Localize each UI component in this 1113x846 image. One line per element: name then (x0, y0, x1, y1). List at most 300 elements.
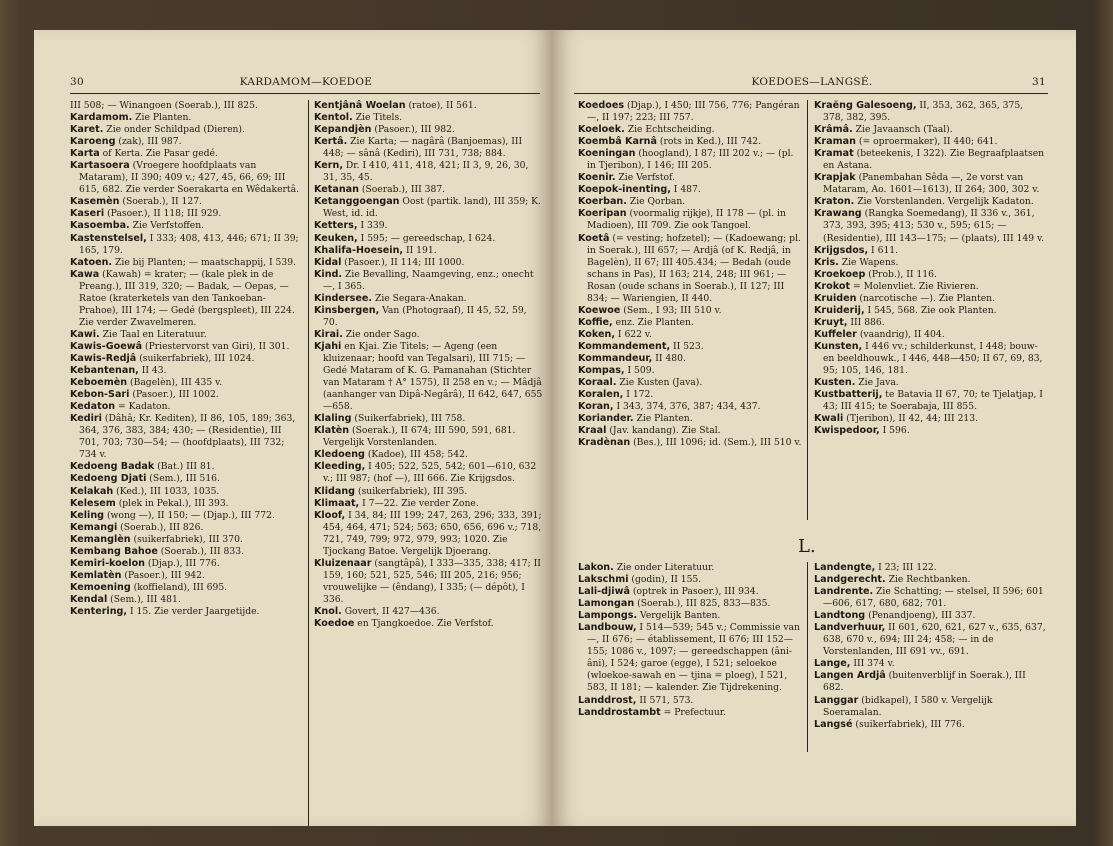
entry-headword: Kraton. (814, 196, 855, 208)
entry-headword: Krokot (814, 280, 851, 292)
entry-text: (= oproermaker), II 440; 641. (855, 136, 998, 148)
entry-headword: Klatèn (314, 425, 350, 437)
entry-headword: Kirai. (314, 328, 343, 340)
right-column-4 (814, 562, 1046, 731)
entry-text: (wong —), II 150; — (Djap.), III 772. (104, 509, 275, 521)
index-entry (70, 401, 304, 413)
entry-headword: Koeningan (578, 148, 636, 160)
entry-headword: Langsé (814, 718, 853, 730)
entry-headword: Kwispedoor, (814, 425, 880, 437)
index-entry (70, 148, 304, 160)
entry-headword: Klidang (314, 485, 356, 497)
entry-text: (Bat.) III 81. (154, 461, 215, 473)
entry-headword: Kloof, (314, 509, 346, 521)
entry-headword: Koralen, (578, 389, 624, 401)
index-entry (314, 124, 544, 136)
index-entry (814, 341, 1046, 377)
index-entry (70, 329, 304, 341)
index-entry (578, 413, 802, 425)
entry-text: I 23; III 122. (875, 562, 937, 573)
entry-headword: Kedoeng Badak (70, 461, 155, 473)
entry-text: of Kerta. Zie Pasar gedé. (99, 148, 218, 160)
index-entry (814, 124, 1046, 136)
entry-text: (ratoe), II 561. (405, 100, 477, 111)
entry-headword: Koetâ (578, 232, 610, 244)
entry-headword: Kemangi (70, 521, 118, 533)
entry-headword: Kedaton (70, 401, 116, 413)
entry-text: Zie onder Schildpad (Dieren). (103, 124, 245, 136)
index-entry (70, 208, 304, 220)
entry-headword: Kruiderij, (814, 304, 865, 316)
index-entry (578, 100, 802, 124)
index-entry (814, 562, 1046, 574)
index-entry (70, 377, 304, 389)
entry-text: (Priestervorst van Giri), II 301. (142, 340, 290, 352)
entry-text: III 508; — Winangoen (Soerab.), III 825. (70, 100, 258, 111)
entry-text: (hoogland), I 87; III 202 v.; — (pl. in Tjeribon), I 146; III 205. (587, 148, 794, 172)
index-entry (814, 425, 1046, 437)
entry-text: (optrek in Pasoer.), III 934. (629, 586, 759, 598)
entry-headword: Kleeding, (314, 461, 366, 473)
index-entry (814, 658, 1046, 670)
entry-text: (suikerfabriek), III 776. (852, 718, 965, 730)
entry-headword: Landverhuur, (814, 622, 886, 634)
index-entry (578, 707, 802, 719)
index-entry (70, 220, 304, 232)
index-entry (578, 329, 802, 341)
entry-text: I 611. (868, 244, 899, 256)
entry-headword: Kledoeng (314, 449, 365, 461)
entry-headword: Kompas, (578, 365, 625, 377)
entry-headword: Landengte, (814, 562, 876, 573)
index-entry (814, 172, 1046, 196)
entry-headword: Kebantenan, (70, 365, 139, 377)
index-entry (578, 305, 802, 317)
entry-headword: Lamongan (578, 598, 635, 610)
entry-headword: Kawi. (70, 328, 100, 340)
entry-text: (zak), III 987. (115, 136, 182, 148)
index-entry (578, 148, 802, 172)
entry-text: Zie Echtscheiding. (624, 124, 715, 136)
index-entry (578, 136, 802, 148)
entry-headword: Koeripan (578, 208, 627, 220)
index-entry (578, 341, 802, 353)
entry-headword: Lakschmi (578, 574, 629, 586)
entry-headword: Landrente. (814, 586, 874, 598)
entry-headword: Karta (70, 148, 100, 160)
entry-text: II, 353, 362, 365, 375, 378, 382, 395. (823, 100, 1024, 124)
index-entry (314, 413, 544, 425)
entry-text: II 191. (403, 244, 437, 256)
entry-headword: Kindersee. (314, 292, 373, 304)
entry-text: Van (Photograaf), II 45, 52, 59, 70. (323, 304, 527, 328)
entry-headword: Koffie, (578, 316, 613, 328)
entry-headword: Langgar (814, 694, 859, 706)
entry-headword: Langen Ardjâ (814, 670, 886, 682)
right-column-1 (578, 100, 802, 449)
entry-headword: Lali-djiwâ (578, 586, 630, 598)
entry-text: I 339. (357, 220, 388, 232)
entry-text: (Soerab.), III 826. (117, 521, 204, 533)
entry-headword: Landtong (814, 610, 866, 622)
index-entry (314, 196, 544, 220)
entry-headword: Kawa (70, 268, 100, 280)
entry-text: (sangtâpâ), I 333—335, 338; 417; II 159, 160; 521, 525, 546; III 205, 216; 956; vrouwelijke — (êndang), I 335; (— dépôt), I 336. (323, 557, 541, 605)
entry-headword: Koepok-inenting, (578, 184, 671, 196)
entry-text: (suikerfabriek), III 370. (130, 533, 243, 545)
entry-text: (rots in Ked.), III 742. (656, 136, 762, 148)
entry-headword: Koedoe (314, 618, 355, 630)
entry-text: (Prob.), II 116. (865, 268, 937, 280)
left-column-1 (70, 100, 304, 618)
entry-headword: Krijgsdos, (814, 244, 869, 256)
index-entry (578, 437, 802, 449)
index-entry (814, 719, 1046, 731)
entry-text: (Pasoer.), III 1002. (129, 389, 219, 401)
entry-headword: Landdrost, (578, 694, 637, 706)
entry-headword: Kraal (578, 425, 607, 437)
entry-text: Zie Segara-Anakan. (372, 292, 467, 304)
index-entry (70, 534, 304, 546)
index-entry (814, 622, 1046, 658)
index-entry (814, 413, 1046, 425)
entry-headword: Kruyt, (814, 316, 848, 328)
index-entry (814, 574, 1046, 586)
entry-text: III 886. (847, 316, 885, 328)
entry-headword: Kawis-Redjâ (70, 352, 137, 364)
index-entry (314, 618, 544, 630)
entry-text: Dr. I 410, 411, 418, 421; II 3, 9, 26, 30, 31, 35, 45. (323, 160, 529, 184)
entry-headword: Koriander. (578, 413, 634, 425)
entry-headword: Krawang (814, 208, 862, 220)
index-entry (70, 233, 304, 257)
index-entry (314, 220, 544, 232)
index-entry (814, 245, 1046, 257)
entry-text: I 34, 84; III 199; 247, 263, 296; 333, 391; 454, 464, 471; 524; 563; 650, 656, 696 v.; 718, 721, 749, 799; 972, 979, 993; 1020. Zie Tjockang Batoe. Vergelijk Djoerang. (323, 509, 542, 557)
entry-headword: Kentering, (70, 605, 128, 617)
entry-text: (Bagelèn), III 435 v. (127, 377, 223, 389)
entry-headword: Kris. (814, 256, 839, 268)
index-entry (814, 293, 1046, 305)
entry-text: (vaandrig), II 404. (856, 328, 945, 340)
entry-text: I 595; — gereedschap, I 624. (357, 232, 496, 244)
entry-headword: Kawis-Goewâ (70, 340, 143, 352)
index-entry (578, 389, 802, 401)
right-page (552, 30, 1076, 826)
index-entry (578, 377, 802, 389)
entry-headword: Koran, (578, 401, 614, 413)
entry-text: (Kadoe), III 458; 542. (364, 449, 468, 461)
index-entry (814, 136, 1046, 148)
entry-headword: Kradènan (578, 437, 631, 449)
entry-headword: Kemanglèn (70, 533, 131, 545)
index-entry (70, 461, 304, 473)
entry-headword: Koembâ Karnâ (578, 136, 657, 148)
entry-headword: Koeloek. (578, 124, 625, 136)
index-entry (314, 449, 544, 461)
index-entry (314, 329, 544, 341)
entry-text: Zie Schatting; — stelsel, II 596; 601—606, 617, 680, 682; 701. (823, 586, 1044, 610)
index-entry (70, 570, 304, 582)
index-entry (314, 269, 544, 293)
entry-headword: Kentol. (314, 112, 353, 124)
entry-text: Zie onder Literatuur. (613, 562, 715, 573)
index-entry (70, 594, 304, 606)
entry-text: Zie Taal en Literatuur. (99, 328, 207, 340)
index-entry (814, 281, 1046, 293)
entry-text: (Sem.), III 516. (146, 473, 220, 485)
entry-text: (Tjeribon), II 42, 44; III 213. (843, 413, 979, 425)
entry-text: (Djap.), III 776. (145, 557, 220, 569)
entry-headword: Kemoening (70, 581, 131, 593)
entry-text: (suikerfabriek), III 1024. (136, 352, 255, 364)
entry-text: (Pasoer.), III 982. (371, 124, 455, 136)
entry-text: Vergelijk Banten. (637, 610, 721, 622)
entry-headword: Koewoe (578, 304, 621, 316)
entry-headword: Kluizenaar (314, 557, 372, 569)
index-entry (814, 208, 1046, 244)
entry-headword: Kartasoera (70, 160, 130, 172)
index-entry (314, 112, 544, 124)
index-entry (814, 305, 1046, 317)
entry-headword: Koerban. (578, 196, 627, 208)
entry-text: Govert, II 427—436. (341, 605, 440, 617)
index-entry (578, 574, 802, 586)
entry-text: (Suikerfabriek), III 758. (351, 413, 466, 425)
index-entry (578, 598, 802, 610)
index-entry (314, 510, 544, 558)
entry-text: Zie Verfstoffen. (129, 220, 205, 232)
entry-headword: Kraëng Galesoeng, (814, 100, 917, 111)
entry-text: (Penandjoeng), III 337. (865, 610, 976, 622)
entry-text: I 622 v. (614, 328, 652, 340)
entry-text: (narcotische —). Zie Planten. (856, 292, 996, 304)
left-page-number: 30 (70, 76, 84, 88)
entry-text: (Pasoer.), II 118; III 929. (104, 208, 222, 220)
entry-text: Zie bij Planten; — maatschappij, I 539. (112, 256, 296, 268)
entry-headword: Kardamom. (70, 112, 133, 124)
entry-text: (Kawah) = krater; — (kale plek in de Preang.), III 319, 320; — Badak, — Oepas, — Ratoe (kraterketels van den Tankoeban-Prahoe), III 174; — Gedé (bergspleet), III 224. Zie verder Zwavelmeren. (79, 268, 295, 328)
entry-text: (voormalig rijkje), II 178 — (pl. in Madioen), III 709. Zie ook Tangoel. (587, 208, 786, 232)
entry-headword: Kedoeng Djati (70, 473, 147, 485)
entry-headword: Landgerecht. (814, 574, 886, 586)
entry-headword: Kentjânâ Woelan (314, 100, 406, 111)
index-entry (314, 184, 544, 196)
index-entry (70, 510, 304, 522)
entry-headword: Kern, (314, 160, 343, 172)
entry-headword: Kebon-Sari (70, 389, 130, 401)
index-entry (578, 233, 802, 305)
entry-text: Zie Titels. (352, 112, 403, 124)
entry-text: I 333; 408, 413, 446; 671; II 39; 165, 179. (79, 232, 299, 256)
index-entry (814, 670, 1046, 694)
entry-text: en Tjangkoedoe. Zie Verfstof. (354, 618, 494, 630)
index-entry (814, 148, 1046, 172)
right-column-3 (578, 562, 802, 719)
index-entry (578, 172, 802, 184)
index-entry (70, 486, 304, 498)
index-entry (70, 473, 304, 485)
entry-text: te Batavia II 67, 70; te Tjelatjap, I 43; III 415; te Soerabaja, III 855. (823, 389, 1043, 413)
entry-headword: Lampongs. (578, 610, 638, 622)
entry-headword: Ketters, (314, 220, 358, 232)
entry-text: I 487. (670, 184, 701, 196)
entry-text: Zie Karta; — nagârâ (Banjoemas), III 448; — sânâ (Kediri), III 731, 738; 884. (323, 136, 523, 160)
entry-headword: Kustbatterij, (814, 389, 883, 401)
index-entry (578, 184, 802, 196)
index-entry (578, 401, 802, 413)
index-entry (314, 233, 544, 245)
index-entry (314, 136, 544, 160)
entry-text: (godin), II 155. (628, 574, 702, 586)
index-entry (70, 558, 304, 570)
index-entry (814, 610, 1046, 622)
index-entry (314, 257, 544, 269)
entry-headword: Kuffeler (814, 328, 857, 340)
entry-headword: Kusten. (814, 377, 856, 389)
entry-headword: Khalifa-Hoesein, (314, 244, 404, 256)
left-page (34, 30, 552, 826)
index-entry (814, 269, 1046, 281)
index-entry (578, 695, 802, 707)
entry-headword: Lakon. (578, 562, 614, 573)
index-entry (314, 425, 544, 449)
entry-text: I 545, 568. Zie ook Planten. (864, 304, 997, 316)
entry-text: (Sem.), III 481. (107, 593, 181, 605)
entry-headword: Kommandement, (578, 340, 671, 352)
entry-headword: Kelakah (70, 485, 114, 497)
index-entry (814, 196, 1046, 208)
entry-text: I 405; 522, 525, 542; 601—610, 632 v.; III 987; (hof —), III 666. Zie Krijgsdos. (323, 461, 537, 485)
entry-headword: Keuken, (314, 232, 358, 244)
entry-headword: Kommandeur, (578, 352, 653, 364)
index-entry (70, 100, 304, 112)
index-entry (578, 562, 802, 574)
entry-text: Oost (partik. land), III 359; K. West, id. id. (323, 196, 541, 220)
index-entry (70, 112, 304, 124)
entry-headword: Kidal (314, 256, 342, 268)
entry-headword: Kjahi (314, 340, 342, 352)
entry-headword: Landdrostambt (578, 706, 661, 718)
index-entry (814, 586, 1046, 610)
entry-text: II 480. (652, 352, 686, 364)
entry-text: (buitenverblijf in Soerak.), III 682. (823, 670, 1026, 694)
entry-text: (Soerab.), III 833. (157, 545, 245, 557)
entry-text: Zie Kusten (Java). (616, 377, 703, 389)
entry-text: (Panembahan Sêda —, 2e vorst van Mataram, Ao. 1601—1613), II 264; 300, 302 v. (823, 172, 1040, 196)
entry-text: Zie Javaansch (Taal). (852, 124, 953, 136)
index-entry (314, 461, 544, 485)
entry-text: Zie Verfstof. (615, 172, 676, 184)
entry-text: (koffieland), III 695. (130, 581, 228, 593)
entry-text: Zie Planten. (132, 112, 192, 124)
index-entry (70, 257, 304, 269)
entry-text: (plek in Pekal.), III 393. (115, 497, 229, 509)
section-letter-l: L. (798, 536, 816, 557)
entry-text: (Bes.), III 1096; id. (Sem.), III 510 v. (630, 437, 802, 449)
index-entry (314, 293, 544, 305)
entry-text: (Soerak.), II 674; III 590, 591, 681. Vergelijk Vorstenlanden. (323, 425, 516, 449)
index-entry (314, 160, 544, 184)
index-entry (578, 353, 802, 365)
left-column-divider (308, 100, 309, 826)
entry-headword: Koraal. (578, 377, 617, 389)
entry-text: (Djap.), I 450; III 756, 776; Pangéran —, II 197; 223; III 757. (587, 100, 800, 124)
index-entry (814, 257, 1046, 269)
entry-text: (= vesting; hofzetel); — (Kadoewang; pl. in Soerak.), III 657; — Ardjâ (of K. Redjâ, in Bagelèn), II 67; III 405.434; — Bedah (oude schans in Pas), II 163; 214, 248; III 961; — Rosan (oude schans in Soerab.), II 127; III 834; — Wariengien, II 440. (587, 232, 801, 304)
entry-headword: Kasoemba. (70, 220, 130, 232)
index-entry (70, 546, 304, 558)
entry-headword: Kraman (814, 136, 856, 148)
entry-text: I 343, 374, 376, 387; 434, 437. (613, 401, 761, 413)
index-entry (70, 196, 304, 208)
entry-headword: Krapjak (814, 172, 856, 184)
index-entry (70, 365, 304, 377)
entry-headword: Ketanan (314, 184, 359, 196)
entry-headword: Keboemèn (70, 377, 128, 389)
entry-text: (Ked.), III 1033, 1035. (113, 485, 220, 497)
entry-text: I 7—22. Zie verder Zone. (359, 497, 479, 509)
index-entry (814, 389, 1046, 413)
entry-text: I 172. (623, 389, 654, 401)
entry-headword: Krâmâ. (814, 124, 853, 136)
entry-text: = Prefectuur. (660, 706, 727, 718)
entry-headword: Karoeng (70, 136, 116, 148)
right-column-divider-bottom (807, 562, 808, 752)
entry-text: = Molenvliet. Zie Rivieren. (850, 280, 979, 292)
right-header-rule (574, 93, 1048, 94)
entry-headword: Kroekoep (814, 268, 866, 280)
entry-headword: Kepandjèn (314, 124, 372, 136)
entry-text: (suikerfabriek), III 395. (355, 485, 468, 497)
entry-headword: Kinsbergen, (314, 304, 380, 316)
entry-text: (Pasoer.), II 114; III 1000. (341, 256, 465, 268)
entry-text: I 446 vv.; schilderkunst, I 448; bouw- en beeldhouwk., I 446, 448—450; II 67, 69, 83, 95; 105, 146, 181. (823, 340, 1043, 377)
left-column-2 (314, 100, 544, 630)
index-entry (314, 486, 544, 498)
index-entry (578, 196, 802, 208)
entry-text: (beteekenis, I 322). Zie Begraafplaatsen en Astana. (823, 148, 1045, 172)
index-entry (314, 606, 544, 618)
index-entry (314, 305, 544, 329)
entry-text: Zie Java. (855, 377, 899, 389)
entry-headword: Karet. (70, 124, 104, 136)
entry-text: I 514—539; 545 v.; Commissie van —, II 676; — établissement, II 676; III 152—155; 1086 v., 1097; — gereedschappen (âni-âni), I 524; garoe (egge), I 521; seloekoe (wloekoe-sawah en — tjina = ploeg), I 521, 583, II 181; — kalender. Zie Tijdrekening. (587, 622, 800, 694)
entry-headword: Keling (70, 509, 105, 521)
index-entry (578, 622, 802, 694)
entry-headword: Kembang Bahoe (70, 545, 158, 557)
entry-headword: Kemiri-koelon (70, 557, 145, 569)
entry-headword: Kramat (814, 148, 854, 160)
entry-text: Zie Bevalling, Naamgeving, enz.; onecht —, I 365. (323, 268, 534, 292)
entry-text: Zie Wapens. (838, 256, 899, 268)
index-entry (578, 124, 802, 136)
index-entry (70, 413, 304, 461)
right-running-title: KOEDOES—LANGSÉ. (751, 76, 873, 88)
index-entry (814, 377, 1046, 389)
index-entry (70, 522, 304, 534)
entry-text: Zie Vorstenlanden. Vergelijk Kadaton. (854, 196, 1034, 208)
index-entry (578, 586, 802, 598)
right-page-number: 31 (1032, 76, 1046, 88)
entry-headword: Kediri (70, 413, 102, 425)
entry-text: enz. Zie Planten. (612, 316, 694, 328)
index-entry (314, 498, 544, 510)
entry-headword: Koken, (578, 328, 615, 340)
entry-text: (Vroegere hoofdplaats van Mataram), II 390; 409 v.; 427, 45, 66, 69; III 615, 682. Zie verder Soerakarta en Wêdakertâ. (79, 160, 299, 196)
entry-headword: Kunsten, (814, 340, 863, 352)
entry-text: (Jav. kandang). Zie Stal. (606, 425, 721, 437)
